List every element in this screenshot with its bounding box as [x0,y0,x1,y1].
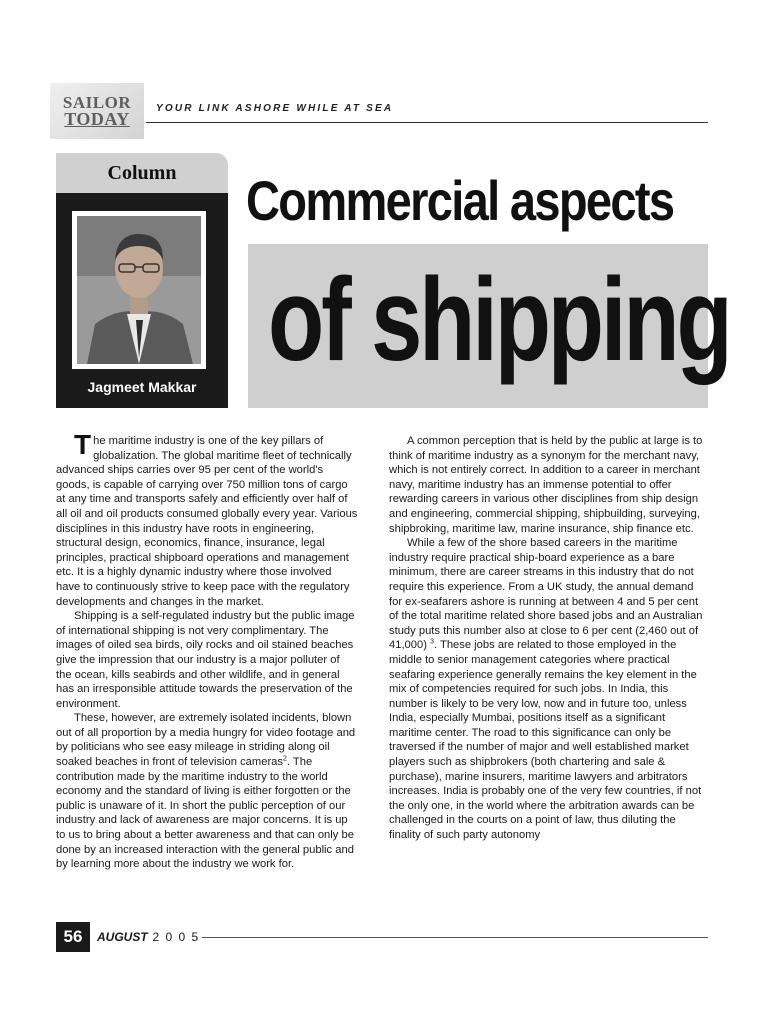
headline-box [248,244,730,408]
article-column-left [56,429,358,872]
drop-cap: T [74,429,92,460]
column-label: Column [56,153,228,193]
sailor-today-logo [50,83,144,139]
headline-line-2: of shipping [268,254,730,386]
magazine-header [50,83,708,141]
article-paragraph: A common perception that is held by the public at large is to think of maritime industry as a synonym for the merchant navy, which is not entirely correct. In addition to a career in merchant navy, maritime industry has an immense potential to offer rewarding careers in various other disciplines from ship design and engineering, commercial shipping, shipbuilding, surveying, shipbroking, maritime law, marine insurance, ship finance etc. [389,435,703,535]
footnote-ref: 2 [282,755,287,763]
footnote-ref: 3 [430,638,434,646]
page-number: 56 [56,922,90,952]
paragraph-text: These, however, are extremely isolated incidents, blown out of all proportion by a media hungry for video footage and by politicians who see easy mileage in striding along oil soaked beaches in front of television cameras [56,712,356,769]
article-column-right [389,434,709,843]
article-paragraph [56,711,358,872]
issue-year: 2 0 0 5 [152,930,200,944]
article-paragraph: Shipping is a self-regulated industry but the public image of international shipping is not very complimentary. The images of oiled sea birds, oily rocks and oil stained beaches give the impression that our industry is a major polluter of the ocean, kills seabirds and other wildlife, and in general has an irresponsible attitude towards the preservation of the environment. [56,610,355,710]
article-paragraph [56,429,358,609]
paragraph-text: . The contribution made by the maritime industry to the world economy and the standard of living is either forgotten or the public is unaware of it. In short the public perception of our industry and lack of awareness are major concerns. It is up to us to bring about a better awareness and that can only be done by an increased interaction with the general public and by learning more about the industry we work for. [56,756,354,871]
article-paragraph [389,536,709,842]
headline-line-1: Commercial aspects [246,169,674,232]
author-photo [77,216,201,364]
paragraph-text: While a few of the shore based careers in the maritime industry require practical ship-board experience as a bare minimum, there are career streams in this industry that do not require this experience. From a UK study, the annual demand for ex-seafarers ashore is running at between 4 and 5 per cent of the total maritime related shore based jobs and an Australian study puts this number also at close to 6 per cent (2,460 out of 41,000) [389,537,703,652]
issue-month: AUGUST [97,930,148,944]
issue-date [97,930,200,944]
footer-divider [202,937,708,938]
logo-line-2: TODAY [64,109,130,129]
paragraph-text: he maritime industry is one of the key pillars of globalization. The global maritime fleet of technically advanced ships carries over 95 per cent of the world's goods, is capable of carrying over 750 million tons of cargo at any time and transports safely and efficiently over half of all oil and oil products consumed globally every year. Various disciplines in this industry have roots in engineering, structural design, economics, finance, insurance, legal principles, practical shipboard operations and management etc. It is a highly dynamic industry where those involved have to continuously strive to keep pace with the regulatory developments and changes in the market. [56,435,358,608]
author-panel [56,193,228,408]
author-photo-frame [72,211,206,369]
header-divider [146,122,708,123]
paragraph-text: . These jobs are related to those employed in the middle to senior management categories where practical seafaring experience generally remains the key element in the mix of competencies required for such jobs. In India, this number is likely to be very low, now and in future too, unless India, especially Mumbai, positions itself as a significant maritime center. The road to this significance can only be traversed if the number of major and well established market players such as shipbrokers (both chartering and sale & purchase), marine insurers, maritime lawyers and arbitrators increases. India is probably one of the very few countries, if not the only one, in the world where the arbitration awards can be challenged in the courts on a point of law, thus diluting the finality of such party autonomy [389,639,702,842]
author-name: Jagmeet Makkar [87,379,197,395]
logo-line-1: SAILOR [62,93,132,112]
page-footer [56,922,708,952]
tagline: YOUR LINK ASHORE WHILE AT SEA [156,103,394,114]
